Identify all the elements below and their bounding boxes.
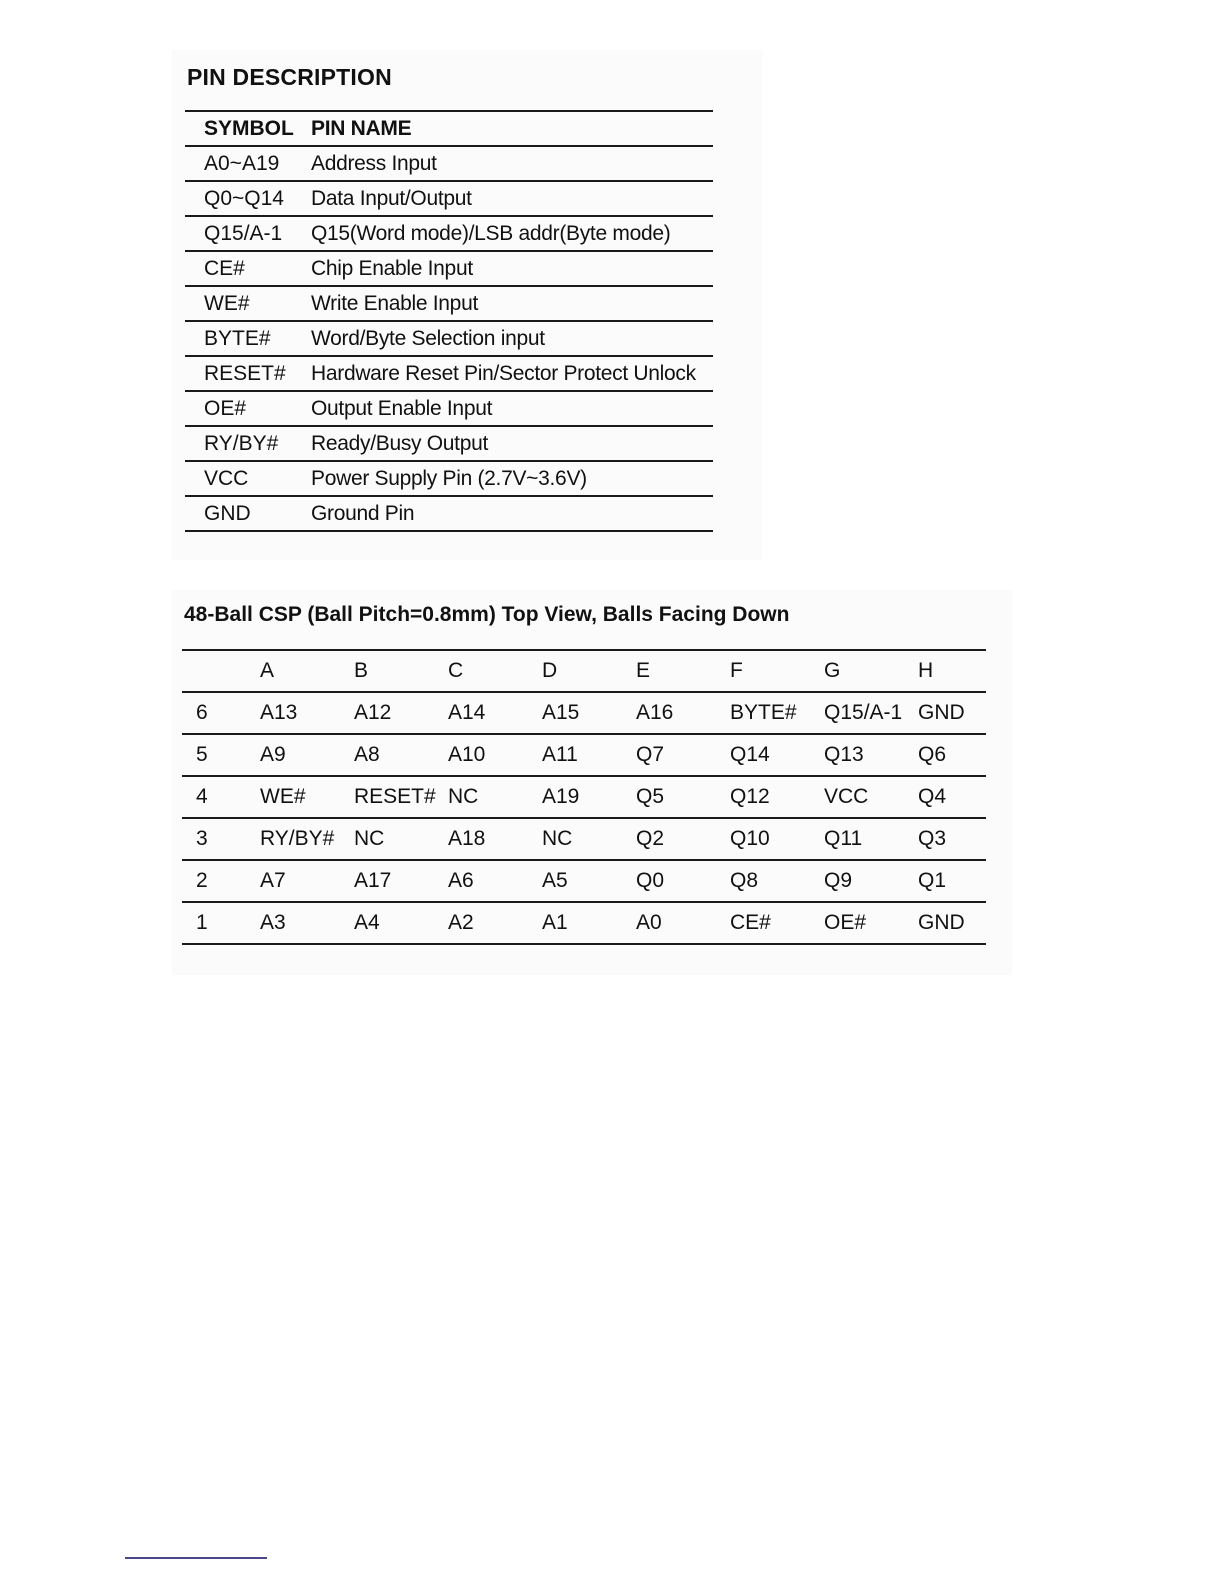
ball-signal-cell: Q14 [730, 734, 824, 776]
ball-signal-cell: A4 [354, 902, 448, 944]
ball-signal-cell: Q2 [636, 818, 730, 860]
pin-symbol-cell: VCC [185, 461, 311, 496]
ball-column-header: B [354, 650, 448, 692]
pin-name-cell: Ready/Busy Output [311, 426, 713, 461]
ball-signal-cell: Q5 [636, 776, 730, 818]
ball-signal-cell: A6 [448, 860, 542, 902]
pin-name-cell: Ground Pin [311, 496, 713, 531]
pin-symbol-cell: Q15/A-1 [185, 216, 311, 251]
pin-table-row [185, 391, 713, 426]
pin-table-row [185, 286, 713, 321]
ball-signal-cell: A16 [636, 692, 730, 734]
ball-signal-cell: A1 [542, 902, 636, 944]
ball-row-label: 6 [182, 692, 260, 734]
ball-signal-cell: RESET# [354, 776, 448, 818]
pin-name-cell: Q15(Word mode)/LSB addr(Byte mode) [311, 216, 713, 251]
ball-grid-corner-cell [182, 650, 260, 692]
ball-signal-cell: A14 [448, 692, 542, 734]
ball-grid-table [182, 649, 986, 945]
ball-signal-cell: A8 [354, 734, 448, 776]
ball-signal-cell: A10 [448, 734, 542, 776]
pin-table-header-row [185, 111, 713, 146]
pin-name-cell: Hardware Reset Pin/Sector Protect Unlock [311, 356, 713, 391]
ball-column-header: F [730, 650, 824, 692]
pin-table-row [185, 181, 713, 216]
ball-column-header: A [260, 650, 354, 692]
pin-table-row [185, 251, 713, 286]
ball-signal-cell: A3 [260, 902, 354, 944]
ball-signal-cell: Q6 [918, 734, 986, 776]
pin-symbol-cell: BYTE# [185, 321, 311, 356]
ball-column-header: D [542, 650, 636, 692]
pin-table-row [185, 321, 713, 356]
ball-signal-cell: A12 [354, 692, 448, 734]
ball-column-header: C [448, 650, 542, 692]
pin-symbol-cell: A0~A19 [185, 146, 311, 181]
pin-name-cell: Address Input [311, 146, 713, 181]
ball-row-label: 1 [182, 902, 260, 944]
pin-name-cell: Write Enable Input [311, 286, 713, 321]
ball-signal-cell: Q15/A-1 [824, 692, 918, 734]
pin-symbol-cell: WE# [185, 286, 311, 321]
pin-table-row [185, 496, 713, 531]
pin-description-table [185, 110, 713, 532]
pin-table-row [185, 356, 713, 391]
footer-divider [125, 1557, 267, 1559]
pin-name-cell: Power Supply Pin (2.7V~3.6V) [311, 461, 713, 496]
ball-signal-cell: VCC [824, 776, 918, 818]
pin-table-row [185, 146, 713, 181]
ball-signal-cell: Q8 [730, 860, 824, 902]
ball-signal-cell: A5 [542, 860, 636, 902]
pin-symbol-cell: OE# [185, 391, 311, 426]
pin-name-cell: Data Input/Output [311, 181, 713, 216]
ball-signal-cell: Q13 [824, 734, 918, 776]
pin-symbol-cell: Q0~Q14 [185, 181, 311, 216]
ball-grid-row [182, 776, 986, 818]
ball-signal-cell: OE# [824, 902, 918, 944]
ball-row-label: 5 [182, 734, 260, 776]
ball-signal-cell: Q4 [918, 776, 986, 818]
ball-grid-row [182, 818, 986, 860]
pin-table-row [185, 216, 713, 251]
ball-signal-cell: GND [918, 692, 986, 734]
pin-symbol-cell: RY/BY# [185, 426, 311, 461]
pin-symbol-cell: RESET# [185, 356, 311, 391]
ball-signal-cell: Q9 [824, 860, 918, 902]
ball-row-label: 2 [182, 860, 260, 902]
pin-header-name: PIN NAME [311, 111, 713, 146]
pin-symbol-cell: CE# [185, 251, 311, 286]
ball-signal-cell: CE# [730, 902, 824, 944]
ball-signal-cell: NC [448, 776, 542, 818]
ball-grid-title: 48-Ball CSP (Ball Pitch=0.8mm) Top View, Balls Facing Down [184, 603, 790, 626]
ball-signal-cell: GND [918, 902, 986, 944]
ball-signal-cell: Q10 [730, 818, 824, 860]
ball-signal-cell: NC [542, 818, 636, 860]
ball-signal-cell: A17 [354, 860, 448, 902]
pin-name-cell: Word/Byte Selection input [311, 321, 713, 356]
ball-signal-cell: WE# [260, 776, 354, 818]
ball-row-label: 4 [182, 776, 260, 818]
ball-signal-cell: A7 [260, 860, 354, 902]
pin-header-symbol: SYMBOL [185, 111, 311, 146]
ball-grid-row [182, 860, 986, 902]
pin-table-row [185, 426, 713, 461]
pin-description-title: PIN DESCRIPTION [187, 64, 392, 90]
pin-symbol-cell: GND [185, 496, 311, 531]
ball-signal-cell: Q0 [636, 860, 730, 902]
ball-signal-cell: Q12 [730, 776, 824, 818]
pin-name-cell: Chip Enable Input [311, 251, 713, 286]
pin-name-cell: Output Enable Input [311, 391, 713, 426]
ball-signal-cell: A0 [636, 902, 730, 944]
ball-signal-cell: Q7 [636, 734, 730, 776]
ball-signal-cell: Q1 [918, 860, 986, 902]
pin-table-row [185, 461, 713, 496]
ball-signal-cell: A18 [448, 818, 542, 860]
ball-signal-cell: Q3 [918, 818, 986, 860]
ball-signal-cell: A11 [542, 734, 636, 776]
ball-signal-cell: A19 [542, 776, 636, 818]
ball-row-label: 3 [182, 818, 260, 860]
ball-signal-cell: A2 [448, 902, 542, 944]
ball-signal-cell: A15 [542, 692, 636, 734]
ball-column-header: E [636, 650, 730, 692]
ball-column-header: H [918, 650, 986, 692]
ball-grid-row [182, 692, 986, 734]
ball-signal-cell: RY/BY# [260, 818, 354, 860]
ball-signal-cell: Q11 [824, 818, 918, 860]
ball-signal-cell: A13 [260, 692, 354, 734]
ball-column-header: G [824, 650, 918, 692]
ball-signal-cell: A9 [260, 734, 354, 776]
ball-grid-header-row [182, 650, 986, 692]
ball-grid-row [182, 734, 986, 776]
ball-signal-cell: BYTE# [730, 692, 824, 734]
ball-grid-row [182, 902, 986, 944]
ball-signal-cell: NC [354, 818, 448, 860]
